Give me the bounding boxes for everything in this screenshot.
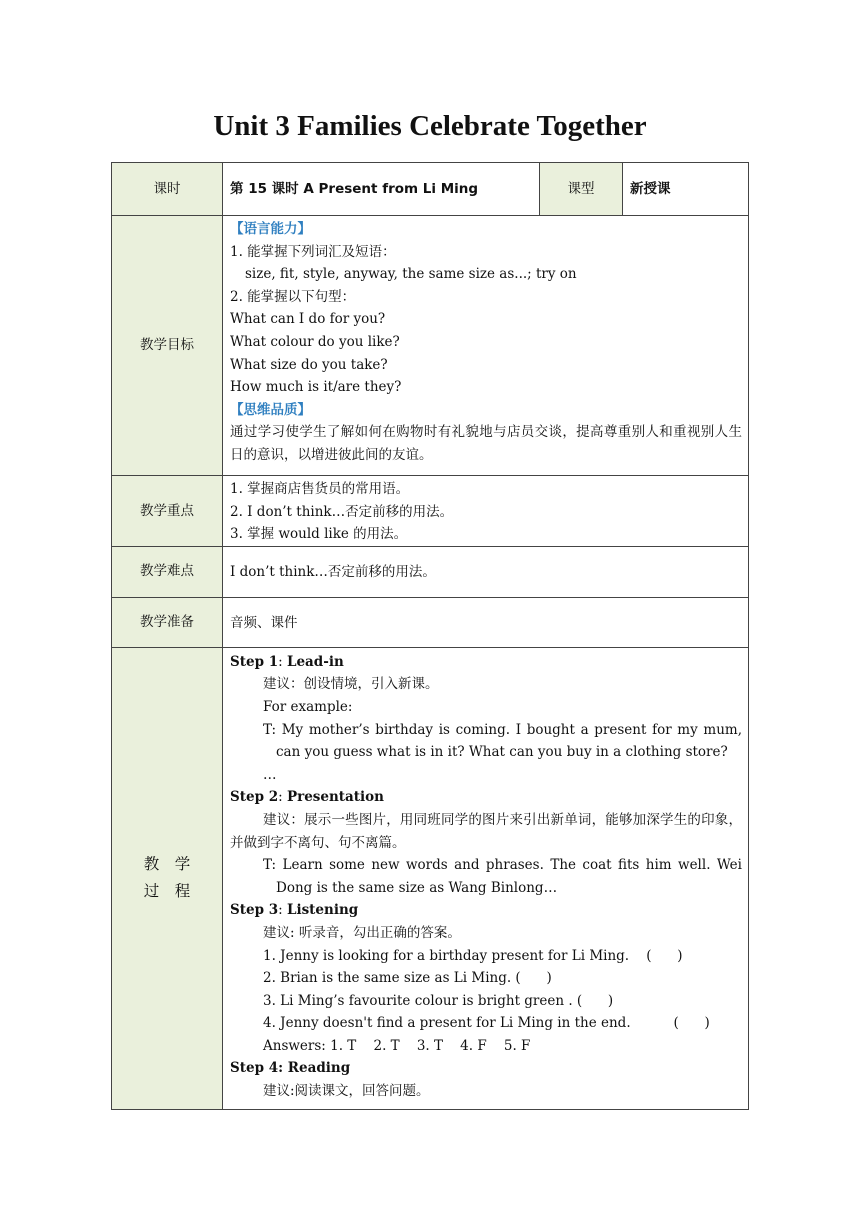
- listening-item: 1. Jenny is looking for a birthday present for Li Ming. ( ): [263, 947, 683, 964]
- key-point-item: 2. I don’t think…否定前移的用法。: [230, 503, 454, 520]
- process-label: [112, 647, 223, 1109]
- thinking-quality-text: 通过学习使学生了解如何在购物时有礼貌地与店员交谈，提高尊重别人和重视别人生日的意识，以增进彼此间的友谊。: [230, 424, 742, 463]
- listening-item: 2. Brian is the same size as Li Ming. ( ): [263, 970, 552, 987]
- difficulties-label: 教学难点: [112, 546, 223, 597]
- header-row: [112, 163, 749, 216]
- step-4-tip: 建议:阅读课文，回答问题。: [263, 1083, 430, 1100]
- step-1-ellipsis: …: [263, 766, 277, 783]
- objectives-content: [223, 216, 749, 476]
- sentence-pattern: What size do you take?: [230, 356, 388, 373]
- step-2-dialogue: T: Learn some new words and phrases. The coat fits him well. Wei Dong is the same size as Wang Binlong…: [263, 857, 742, 896]
- sentence-pattern: What colour do you like?: [230, 333, 400, 350]
- thinking-quality-heading: 【思维品质】: [230, 401, 311, 418]
- lesson-value: 第 15 课时 A Present from Li Ming: [223, 163, 540, 216]
- lesson-plan-table: [111, 162, 749, 1110]
- preparation-row: [112, 597, 749, 647]
- key-points-content: [223, 476, 749, 547]
- difficulties-text: I don’t think…否定前移的用法。: [223, 546, 749, 597]
- process-content: [223, 647, 749, 1109]
- type-value: 新授课: [623, 163, 749, 216]
- listening-item: 3. Li Ming’s favourite colour is bright green . ( ): [263, 992, 614, 1009]
- sentence-pattern: How much is it/are they?: [230, 379, 402, 396]
- step-3-heading: Step 3: Listening: [230, 902, 359, 919]
- step-1-heading: Step 1: Lead-in: [230, 653, 344, 670]
- process-row: [112, 647, 749, 1109]
- step-2-heading: Step 2: Presentation: [230, 789, 384, 806]
- vocabulary-list: size, fit, style, anyway, the same size as...; try on: [245, 266, 577, 283]
- step-1-tip: 建议：创设情境，引入新课。: [263, 676, 439, 693]
- key-points-row: [112, 476, 749, 547]
- step-4-heading: Step 4: Reading: [230, 1060, 351, 1077]
- key-point-item: 3. 掌握 would like 的用法。: [230, 526, 408, 543]
- preparation-label: 教学准备: [112, 597, 223, 647]
- step-3-tip: 建议: 听录音，勾出正确的答案。: [263, 924, 461, 941]
- sentence-pattern: What can I do for you?: [230, 311, 386, 328]
- process-label-line: 教 学: [143, 855, 191, 874]
- objectives-label: 教学目标: [112, 216, 223, 476]
- type-label: 课型: [540, 163, 623, 216]
- objective-item-2: 2. 能掌握以下句型：: [230, 288, 356, 305]
- difficulties-row: [112, 546, 749, 597]
- step-1-example: For example:: [263, 698, 353, 715]
- key-points-label: 教学重点: [112, 476, 223, 547]
- lesson-label: 课时: [112, 163, 223, 216]
- objectives-row: [112, 216, 749, 476]
- process-label-line: 过 程: [143, 882, 191, 901]
- listening-answers: Answers: 1. T 2. T 3. T 4. F 5. F: [263, 1037, 531, 1054]
- language-ability-heading: 【语言能力】: [230, 221, 311, 237]
- key-point-item: 1. 掌握商店售货员的常用语。: [230, 481, 410, 497]
- step-1-dialogue: T: My mother’s birthday is coming. I bought a present for my mum, can you guess what is in it? What can you buy in a clothing store?: [263, 721, 742, 761]
- document-title: Unit 3 Families Celebrate Together: [213, 110, 647, 142]
- objective-item-1: 1. 能掌握下列词汇及短语：: [230, 243, 396, 260]
- preparation-text: 音频、课件: [223, 597, 749, 647]
- step-2-tip: 建议：展示一些图片，用同班同学的图片来引出新单词，能够加深学生的印象，并做到字不离句、句不离篇。: [230, 811, 742, 851]
- listening-item: 4. Jenny doesn't find a present for Li Ming in the end. ( ): [263, 1015, 710, 1032]
